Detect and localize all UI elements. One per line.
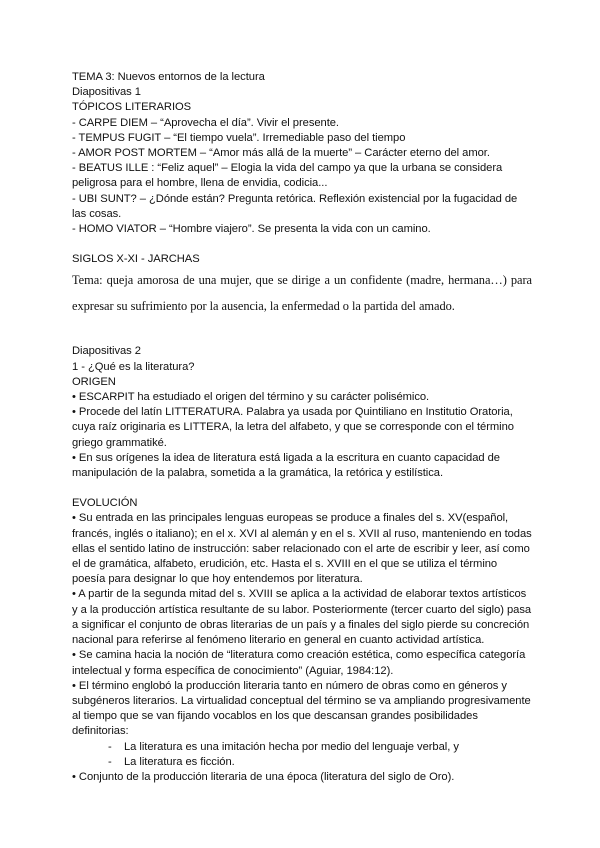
- origin-list: [72, 390, 532, 481]
- topics-list: [72, 116, 532, 238]
- origin-heading: ORIGEN: [72, 375, 116, 388]
- origin-item: • En sus orígenes la idea de literatura está ligada a la escritura en cuanto capacidad de manipulación de la palabra, sometida a la gramática, la retórica y estilística.: [72, 451, 500, 480]
- jarchas-text: Tema: queja amorosa de una mujer, que se dirige a un confidente (madre, hermana…) para expresar su sufrimiento por la ausencia, la enfermedad o la partida del amado.: [72, 273, 532, 314]
- question-heading: 1 - ¿Qué es la literatura?: [72, 360, 195, 373]
- evolution-item: • El término englobó la producción literaria tanto en número de obras como en géneros y subgéneros literarios. La virtualidad conceptual del término se va ampliando progresivamente al tiempo que se van fijando vocablos en los que descansan grandes posibilidades definitorias:: [72, 679, 531, 738]
- topic-item: - BEATUS ILLE : “Feliz aquel” – Elogia la vida del campo ya que la urbana se considera peligrosa para el hombre, llena de envidia, codicia...: [72, 162, 503, 190]
- evolution-heading: EVOLUCIÓN: [72, 497, 138, 510]
- slides-2-heading: Diapositivas 2: [72, 345, 141, 358]
- sub-item-text: La literatura es una imitación hecha por medio del lenguaje verbal, y: [124, 740, 459, 753]
- topic-item: - TEMPUS FUGIT – “El tiempo vuela”. Irremediable paso del tiempo: [72, 131, 406, 144]
- tema-title: TEMA 3: Nuevos entornos de la lectura: [72, 71, 265, 83]
- sub-item: [90, 755, 532, 770]
- evolution-item: • Se camina hacia la noción de “literatura como creación estética, como específica categoría intelectual y forma específica de conocimiento” (Aguiar, 1984:12).: [72, 649, 526, 677]
- dash-bullet: -: [108, 755, 112, 768]
- definition-sublist: [72, 740, 532, 770]
- topic-item: - UBI SUNT? – ¿Dónde están? Pregunta retórica. Reflexión existencial por la fugacidad de las cosas.: [72, 192, 518, 220]
- origin-item: • ESCARPIT ha estudiado el origen del término y su carácter polisémico.: [72, 391, 430, 404]
- evolution-item: • A partir de la segunda mitad del s. XVIII se aplica a la actividad de elaborar textos artísticos y a la producción artística resultante de su labor. Posteriormente (tercer cuarto del siglo) pasa a significar el conjunto de obras literarias de un país y a finales del siglo pierde su concreción nacional para referirse al fenómeno literario en general en cuanto actividad artística.: [72, 588, 532, 647]
- document-body: [72, 70, 532, 785]
- topic-item: - AMOR POST MORTEM – “Amor más allá de la muerte” – Carácter eterno del amor.: [72, 147, 490, 160]
- evolution-last-item: • Conjunto de la producción literaria de una época (literatura del siglo de Oro).: [72, 770, 455, 783]
- slides-1-heading: Diapositivas 1: [72, 86, 141, 99]
- sub-item-text: La literatura es ficción.: [124, 755, 235, 768]
- topics-heading: TÓPICOS LITERARIOS: [72, 101, 192, 114]
- jarchas-heading: SIGLOS X-XI - JARCHAS: [72, 253, 200, 266]
- dash-bullet: -: [108, 740, 112, 753]
- topic-item: - CARPE DIEM – “Aprovecha el día”. Vivir el presente.: [72, 116, 339, 129]
- evolution-list: [72, 511, 532, 739]
- origin-item: • Procede del latín LITTERATURA. Palabra ya usada por Quintiliano en Institutio Oratoria, cuya raíz originaria es LITTERA, la letra del alfabeto, y que se corresponde con el término griego grammatiké.: [72, 406, 514, 449]
- topic-item: - HOMO VIATOR – “Hombre viajero”. Se presenta la vida con un camino.: [72, 223, 431, 236]
- evolution-item: • Su entrada en las principales lenguas europeas se produce a finales del s. XV(español, francés, inglés o italiano); en el x. XVI al alemán y en el s. XVII al ruso, manteniendo en todas ellas el sentido latino de instrucción: saber relacionado con el arte de escribir y leer, así como el de gramática, alfabeto, erudición, etc. Hasta el s. XVIII en el que se utiliza el término poesía para designar lo que hoy entendemos por literatura.: [72, 512, 532, 586]
- sub-item: [90, 740, 532, 755]
